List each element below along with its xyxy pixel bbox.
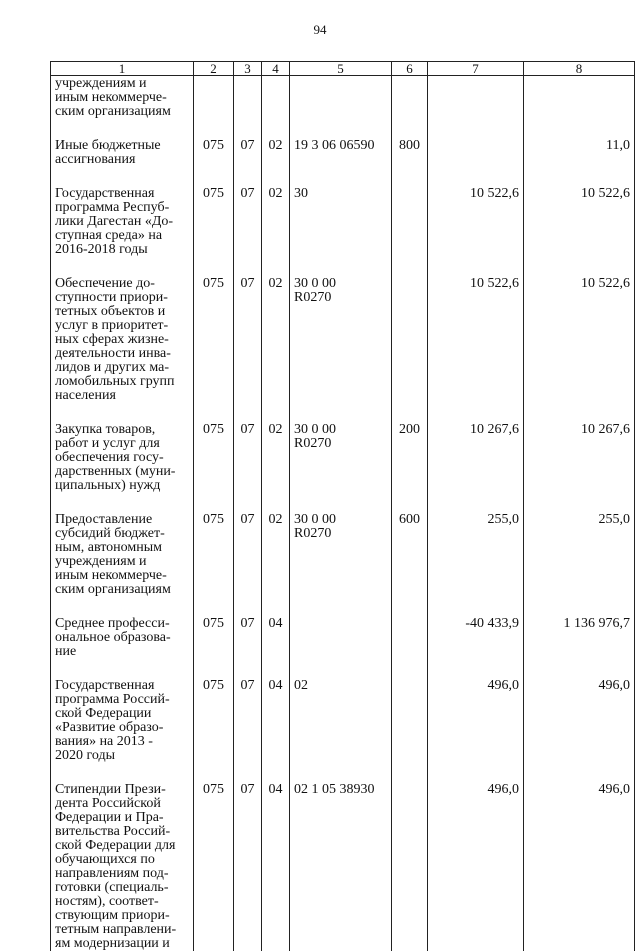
column-header: 2 [194, 62, 234, 76]
row-name: Обеспечение до- ступности приори- тетных объектов и услуг в приоритет- ных сферах жизне- деятельности инва- лидов и других ма- ломобильных групп населения [51, 257, 194, 403]
table-row [51, 257, 635, 403]
row-section-code: 07 [234, 167, 262, 257]
row-subsection-code [262, 76, 290, 120]
row-ministry-code: 075 [194, 597, 234, 659]
row-expense-type [392, 659, 428, 763]
row-subsection-code: 04 [262, 597, 290, 659]
header-row [51, 62, 635, 76]
row-amount-total: 255,0 [524, 493, 635, 597]
row-name: Стипендии Прези- дента Российской Федерации и Пра- вительства Россий- ской Федерации для обучающихся по направлениям под- готовки (специаль- ностям), соответ- ствующим приори- тетным направлени- ям модернизации и [51, 763, 194, 951]
row-amount-change: 496,0 [428, 763, 524, 951]
row-section-code: 07 [234, 119, 262, 167]
row-amount-change: 496,0 [428, 659, 524, 763]
row-amount-total [524, 76, 635, 120]
table-row [51, 597, 635, 659]
row-expense-type [392, 167, 428, 257]
row-ministry-code: 075 [194, 659, 234, 763]
row-subsection-code: 02 [262, 119, 290, 167]
row-amount-total: 496,0 [524, 763, 635, 951]
budget-table [50, 61, 635, 951]
table-row [51, 659, 635, 763]
column-header: 3 [234, 62, 262, 76]
row-target-article: 30 [290, 167, 392, 257]
row-target-article: 30 0 00 R0270 [290, 257, 392, 403]
row-subsection-code: 02 [262, 493, 290, 597]
row-amount-change [428, 119, 524, 167]
row-section-code: 07 [234, 597, 262, 659]
row-name: Иные бюджетные ассигнования [51, 119, 194, 167]
row-amount-change: 255,0 [428, 493, 524, 597]
row-name: Государственная программа Респуб- лики Дагестан «До- ступная среда» на 2016-2018 годы [51, 167, 194, 257]
row-target-article: 02 1 05 38930 [290, 763, 392, 951]
table-row [51, 167, 635, 257]
row-name: учреждениям и иным некоммерче- ским организациям [51, 76, 194, 120]
row-subsection-code: 04 [262, 659, 290, 763]
row-amount-change: 10 267,6 [428, 403, 524, 493]
row-amount-change: -40 433,9 [428, 597, 524, 659]
row-section-code: 07 [234, 763, 262, 951]
row-expense-type [392, 76, 428, 120]
table-row [51, 763, 635, 951]
row-expense-type [392, 597, 428, 659]
column-header: 6 [392, 62, 428, 76]
row-expense-type [392, 763, 428, 951]
table-row [51, 493, 635, 597]
row-target-article: 02 [290, 659, 392, 763]
column-header: 5 [290, 62, 392, 76]
row-ministry-code [194, 76, 234, 120]
row-target-article [290, 76, 392, 120]
row-subsection-code: 02 [262, 257, 290, 403]
row-subsection-code: 04 [262, 763, 290, 951]
row-amount-total: 11,0 [524, 119, 635, 167]
column-header: 8 [524, 62, 635, 76]
row-amount-total: 1 136 976,7 [524, 597, 635, 659]
row-amount-change [428, 76, 524, 120]
row-section-code: 07 [234, 659, 262, 763]
row-section-code: 07 [234, 493, 262, 597]
row-ministry-code: 075 [194, 257, 234, 403]
row-amount-change: 10 522,6 [428, 167, 524, 257]
row-ministry-code: 075 [194, 119, 234, 167]
row-target-article [290, 597, 392, 659]
row-amount-total: 10 267,6 [524, 403, 635, 493]
table-row [51, 119, 635, 167]
row-amount-change: 10 522,6 [428, 257, 524, 403]
row-subsection-code: 02 [262, 403, 290, 493]
column-header: 7 [428, 62, 524, 76]
row-subsection-code: 02 [262, 167, 290, 257]
row-target-article: 30 0 00 R0270 [290, 493, 392, 597]
row-expense-type: 600 [392, 493, 428, 597]
row-ministry-code: 075 [194, 763, 234, 951]
row-ministry-code: 075 [194, 403, 234, 493]
column-header: 1 [51, 62, 194, 76]
row-target-article: 19 3 06 06590 [290, 119, 392, 167]
table-row [51, 76, 635, 120]
row-name: Предоставление субсидий бюджет- ным, автономным учреждениям и иным некоммерче- ским организациям [51, 493, 194, 597]
row-section-code: 07 [234, 257, 262, 403]
column-header: 4 [262, 62, 290, 76]
row-amount-total: 10 522,6 [524, 167, 635, 257]
row-name: Закупка товаров, работ и услуг для обеспечения госу- дарственных (муни- ципальных) нужд [51, 403, 194, 493]
row-amount-total: 10 522,6 [524, 257, 635, 403]
row-expense-type [392, 257, 428, 403]
row-name: Среднее професси- ональное образова- ние [51, 597, 194, 659]
table-row [51, 403, 635, 493]
row-expense-type: 800 [392, 119, 428, 167]
row-ministry-code: 075 [194, 167, 234, 257]
row-ministry-code: 075 [194, 493, 234, 597]
row-section-code: 07 [234, 403, 262, 493]
row-section-code [234, 76, 262, 120]
row-amount-total: 496,0 [524, 659, 635, 763]
row-name: Государственная программа Россий- ской Федерации «Развитие образо- вания» на 2013 - 2020 годы [51, 659, 194, 763]
row-expense-type: 200 [392, 403, 428, 493]
row-target-article: 30 0 00 R0270 [290, 403, 392, 493]
page-number: 94 [313, 22, 327, 37]
